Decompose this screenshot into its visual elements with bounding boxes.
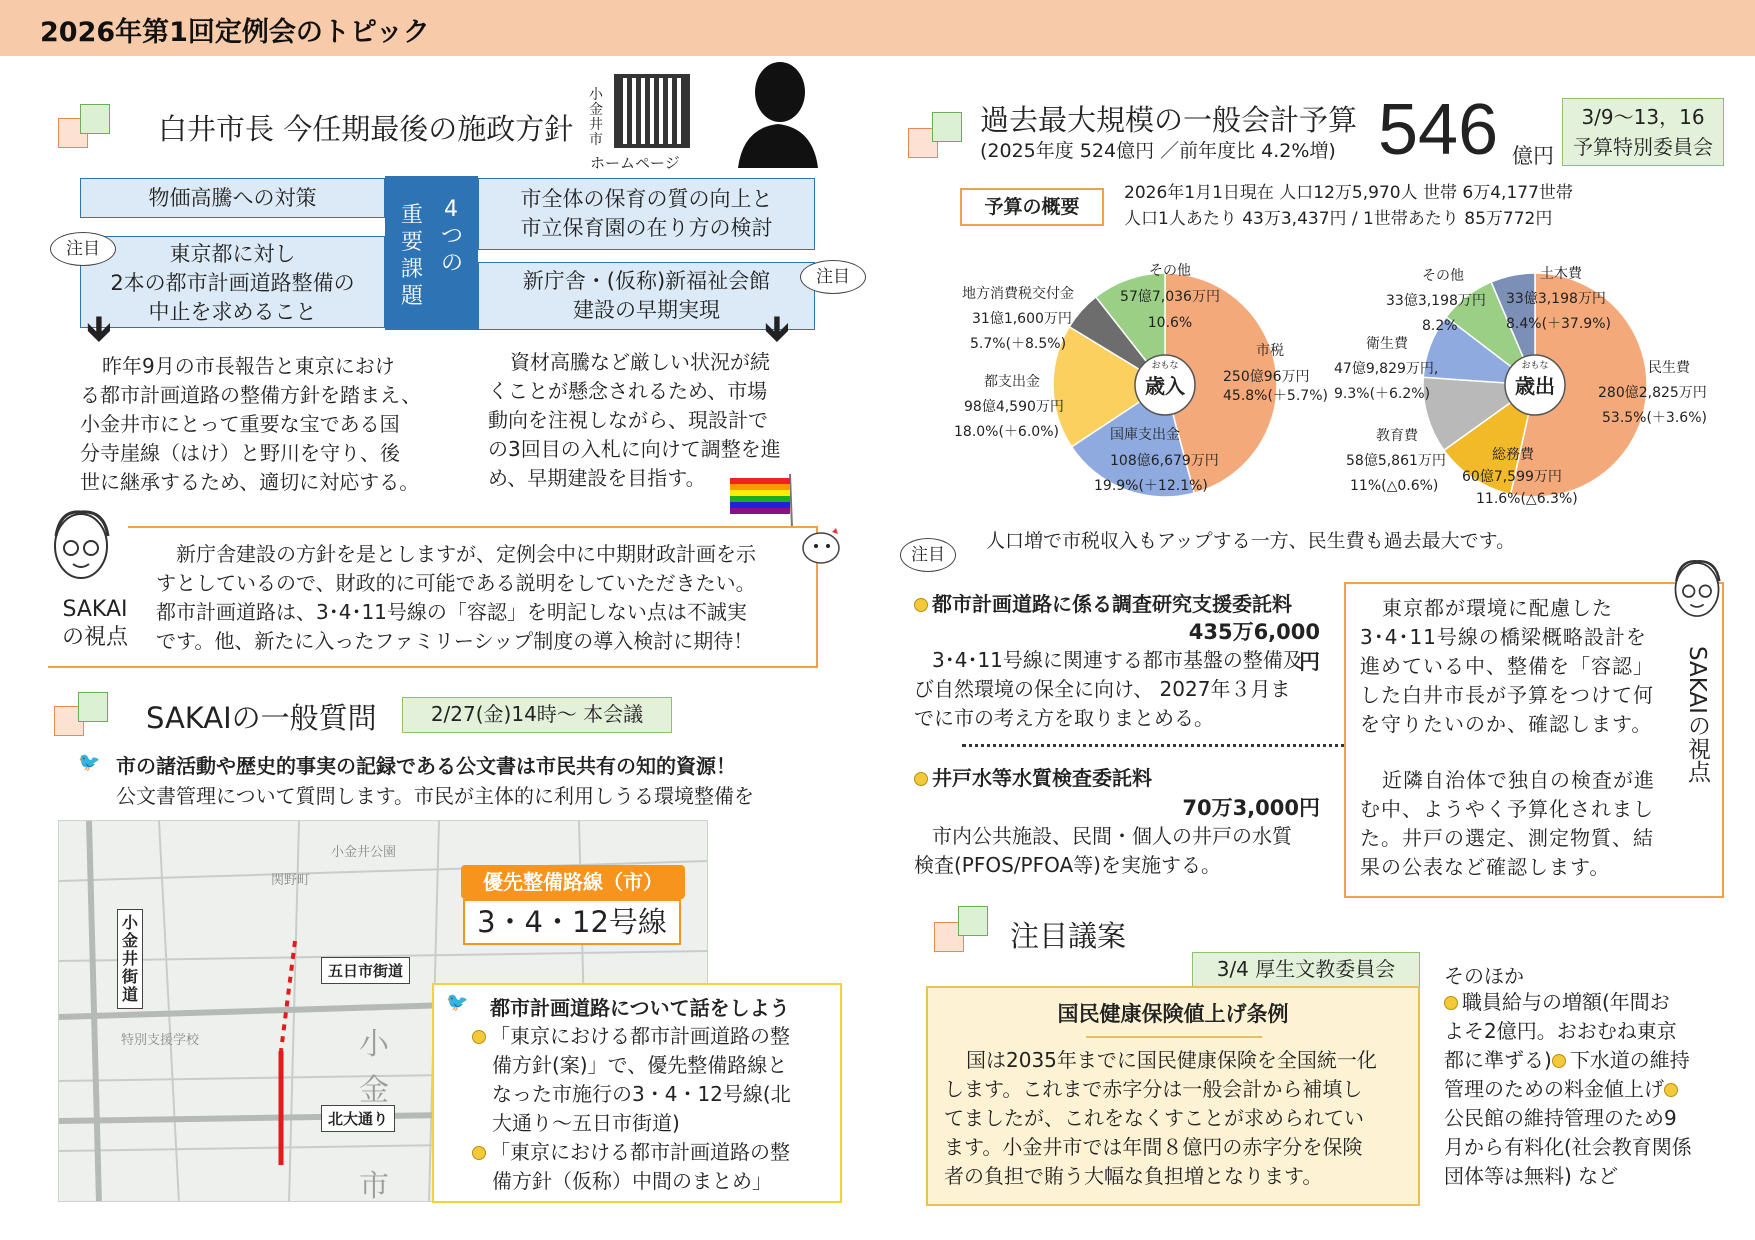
label-line: 58億5,861万円 bbox=[1346, 453, 1446, 469]
item1-amount: 435万6,000円 bbox=[1188, 620, 1320, 674]
qr-caption-vertical: 小金井市 bbox=[589, 87, 603, 148]
issue-roads-line: 東京都に対し bbox=[169, 242, 296, 266]
text-line: 東京都が環境に配慮した bbox=[1382, 596, 1613, 620]
label-line: 18.0%(＋6.0%) bbox=[954, 424, 1059, 440]
text-line: の3回目の入札に向けて調整を進 bbox=[488, 437, 781, 461]
center-char: 要 bbox=[401, 230, 424, 255]
bird-icon: 🐦 bbox=[446, 992, 469, 1013]
city-plan-text bbox=[472, 1022, 832, 1196]
stat-line: 人口1人あたり 43万3,437円 / 1世帯あたり 85万772円 bbox=[1124, 209, 1553, 229]
budget-total: 546 bbox=[1378, 90, 1499, 170]
label-line: 33億3,198万円 bbox=[1506, 291, 1606, 307]
label-line: 市税 bbox=[1256, 343, 1284, 359]
attention-callout: 注目 bbox=[800, 260, 866, 294]
budget-committee-tag bbox=[1562, 98, 1724, 166]
label-line: 250億96万円 bbox=[1223, 369, 1310, 385]
route-tag: 優先整備路線（市） bbox=[461, 865, 685, 899]
text-line: ます。小金井市では年間８億円の赤字分を保険 bbox=[944, 1135, 1363, 1159]
question-point: 市の諸活動や歴史的事実の記録である公文書は市民共有の知的資源！ bbox=[116, 754, 736, 778]
bullet-icon bbox=[914, 772, 928, 786]
issue-childcare-line: 市立保育園の在り方の検討 bbox=[520, 216, 773, 240]
bills-heading: 注目議案 bbox=[1010, 919, 1127, 953]
stat-line: 2026年1月1日現在 人口12万5,970人 世帯 6万4,177世帯 bbox=[1124, 183, 1573, 203]
text-line: 果の公表など確認します。 bbox=[1360, 855, 1611, 879]
bullet-icon bbox=[1664, 1083, 1678, 1097]
text-line: 「東京における都市計画道路の整 bbox=[490, 1140, 790, 1164]
budget-sub: (2025年度 524億円 ／前年度比 4.2%増) bbox=[980, 140, 1336, 162]
label-line: 10.6% bbox=[1147, 315, 1193, 331]
bird-icon: 🐦 bbox=[78, 752, 101, 773]
road-label-itsukaichi: 五日市街道 bbox=[321, 957, 410, 984]
map-area-char: 市 bbox=[359, 1169, 389, 1202]
text-line: 備方針（仮称）中間のまとめ」 bbox=[492, 1169, 772, 1193]
sakai2-text-2 bbox=[1360, 766, 1660, 882]
label-line: 総務費 bbox=[1492, 447, 1534, 463]
text-line: 者の負担で賄う大幅な負担増となります。 bbox=[944, 1164, 1323, 1188]
qr-code-icon[interactable] bbox=[614, 74, 690, 148]
rainbow-flag-icon bbox=[726, 472, 794, 528]
issue-building-line: 建設の早期実現 bbox=[573, 298, 720, 322]
attention-callout: 注目 bbox=[900, 538, 956, 572]
label-line: 57億7,036万円 bbox=[1120, 289, 1220, 305]
bills-box-title: 国民健康保険値上げ条例 bbox=[1057, 1002, 1289, 1026]
issue-childcare bbox=[478, 178, 815, 250]
pie-label-general bbox=[1462, 444, 1578, 510]
label-line: 108億6,679万円 bbox=[1110, 453, 1219, 469]
item1-text bbox=[914, 646, 1324, 733]
others-heading: そのほか bbox=[1444, 964, 1524, 988]
item-title-text: 都市計画道路に係る調査研究支援委託料 bbox=[932, 592, 1292, 616]
bullet-icon bbox=[914, 598, 928, 612]
text-line: よそ2億円。おおむね東京 bbox=[1444, 1019, 1677, 1043]
item-title-text: 井戸水等水質検査委託料 bbox=[932, 766, 1152, 790]
label-line: 9.3%(＋6.2%) bbox=[1334, 386, 1431, 402]
center-char: 題 bbox=[401, 284, 424, 309]
label-line: 8.4%(＋37.9%) bbox=[1506, 316, 1611, 332]
text-line: 下水道の維持 bbox=[1569, 1048, 1690, 1072]
label-line: 19.9%(＋12.1%) bbox=[1094, 478, 1208, 494]
issue-childcare-line: 市全体の保育の質の向上と bbox=[520, 187, 773, 211]
expenditure-center-title: 歳出 bbox=[1515, 374, 1555, 398]
bullet-icon bbox=[472, 1030, 486, 1044]
text-line: です。他、新たに入ったファミリーシップ制度の導入検討に期待！ bbox=[156, 629, 754, 653]
text-line: 昨年9月の市長報告と東京におけ bbox=[102, 354, 395, 378]
text-line: 検査(PFOS/PFOA等)を実施する。 bbox=[914, 853, 1221, 877]
label-line: 8.2% bbox=[1422, 318, 1458, 334]
page-title: 2026年第1回定例会のトピック bbox=[40, 17, 430, 48]
text-line: 公民館の維持管理のため9 bbox=[1444, 1106, 1677, 1130]
text-line: します。これまで赤字分は一般会計から補填し bbox=[944, 1077, 1363, 1101]
text-line: を守りたいのか、確認します。 bbox=[1360, 712, 1653, 736]
text-line: 大通り～五日市街道) bbox=[492, 1111, 680, 1135]
text-line: てましたが、これをなくすことが求められてい bbox=[944, 1106, 1364, 1130]
text-line: 備方針(案)」で、優先整備路線と bbox=[492, 1053, 788, 1077]
text-line: でに市の考え方を取りまとめる。 bbox=[914, 706, 1214, 730]
label-line: 47億9,829万円, bbox=[1334, 361, 1439, 377]
center-char: つ bbox=[441, 224, 464, 249]
label-line: 98億4,590万円 bbox=[964, 399, 1064, 415]
down-arrow-icon: 🡻 bbox=[86, 309, 112, 350]
text-line: くことが懸念されるため、市場 bbox=[488, 379, 768, 403]
text-line: 3･4･11号線に関連する都市基盤の整備及 bbox=[932, 648, 1303, 672]
item2-title bbox=[914, 762, 1152, 791]
text-line: 団体等は無料) など bbox=[1444, 1164, 1619, 1188]
divider bbox=[48, 666, 818, 668]
bullet-icon bbox=[1444, 996, 1458, 1010]
label-line: 民生費 bbox=[1648, 360, 1690, 376]
label-line: SAKAI bbox=[62, 597, 128, 622]
issue-building-line: 新庁舎・(仮称)新福祉会館 bbox=[522, 269, 771, 293]
committee-line: 3/9～13，16 bbox=[1581, 105, 1705, 129]
text-line: 都に準ずる) bbox=[1444, 1048, 1552, 1072]
text-line: 進めている中、整備を「容認」 bbox=[1360, 654, 1654, 678]
pie-label-tax-values bbox=[1223, 368, 1328, 406]
text-line: 国は2035年までに国民健康保険を全国統一化 bbox=[966, 1048, 1377, 1072]
heading-square-icon bbox=[958, 906, 988, 936]
center-char: の bbox=[441, 251, 464, 276]
bills-box-text bbox=[944, 1046, 1414, 1191]
city-plan-title: 都市計画道路について話をしよう bbox=[490, 996, 790, 1020]
label-line: 5.7%(＋8.5%) bbox=[970, 336, 1067, 352]
budget-unit: 億円 bbox=[1512, 144, 1554, 168]
label-line: 教育費 bbox=[1376, 428, 1418, 444]
pie-label-other bbox=[1102, 258, 1238, 336]
label-line: その他 bbox=[1149, 263, 1191, 279]
label-line: 国庫支出金 bbox=[1110, 427, 1180, 443]
label-line: 11.6%(△6.3%) bbox=[1476, 491, 1578, 507]
text-line: 「東京における都市計画道路の整 bbox=[490, 1024, 790, 1048]
committee-line: 予算特別委員会 bbox=[1573, 135, 1713, 159]
road-label-koganei: 小金井街道 bbox=[117, 909, 143, 1009]
question-date-tag: 2/27(金)14時～ 本会議 bbox=[402, 697, 672, 733]
issue-roads-line: 2本の都市計画道路整備の bbox=[110, 271, 355, 295]
label-line: 31億1,600万円 bbox=[972, 311, 1072, 327]
item1-title bbox=[914, 588, 1292, 617]
sakai2-text-1 bbox=[1360, 594, 1660, 739]
label-line: の視点 bbox=[62, 625, 129, 650]
center-char: 重 bbox=[401, 203, 424, 228]
text-line: 小金井市にとって重要な宝である国 bbox=[80, 412, 400, 436]
route-name: 3・4・12号線 bbox=[463, 899, 681, 945]
center-char: 4 bbox=[444, 197, 458, 222]
text-line: び自然環境の保全に向け、 2027年３月ま bbox=[914, 677, 1291, 701]
map-label-area: 関野町 bbox=[271, 873, 311, 888]
pie-label-consumption bbox=[962, 282, 1074, 357]
issue-inflation: 物価高騰への対策 bbox=[80, 178, 385, 218]
item2-amount: 70万3,000円 bbox=[1182, 796, 1320, 820]
map-label-park: 小金井公園 bbox=[331, 845, 397, 860]
qr-caption: ホームページ bbox=[590, 154, 680, 172]
pie-label-education bbox=[1346, 424, 1446, 499]
policy-left-text bbox=[80, 352, 440, 497]
label-line: 53.5%(＋3.6%) bbox=[1602, 410, 1707, 426]
sakai-viewpoint-text bbox=[156, 540, 806, 656]
text-line: 市内公共施設、民間・個人の井戸の水質 bbox=[932, 824, 1292, 848]
pie-label-health bbox=[1334, 332, 1438, 407]
map-area-char: 小 bbox=[359, 1027, 389, 1062]
question-heading: SAKAIの一般質問 bbox=[146, 701, 377, 735]
heading-square-icon bbox=[78, 692, 108, 722]
label-line: その他 bbox=[1422, 268, 1464, 284]
attention-callout: 注目 bbox=[50, 232, 116, 266]
text-line: む中、ようやく予算化されまし bbox=[1360, 797, 1654, 821]
pie-label-civil bbox=[1506, 262, 1611, 337]
text-line: 都市計画道路は、3･4･11号線の「容認」を明記しない点は不誠実 bbox=[156, 600, 747, 624]
bills-committee-tag: 3/4 厚生文教委員会 bbox=[1192, 952, 1420, 988]
text-line: る都市計画道路の整備方針を踏まえ、 bbox=[80, 383, 422, 407]
expenditure-center-sub: おもな bbox=[1521, 361, 1549, 371]
mayor-silhouette-icon bbox=[738, 58, 818, 168]
label-line: 都支出金 bbox=[984, 374, 1040, 390]
item2-text bbox=[914, 822, 1324, 880]
text-line: 資材高騰など厳しい状況が続 bbox=[510, 350, 770, 374]
label-line: 地方消費税交付金 bbox=[962, 286, 1074, 302]
sakai-viewpoint-label bbox=[62, 596, 128, 652]
road-label-kita: 北大通り bbox=[321, 1105, 395, 1132]
text-line: 世に継承するため、適切に対応する。 bbox=[80, 470, 420, 494]
label-line: 33億3,198万円 bbox=[1386, 293, 1486, 309]
down-arrow-icon: 🡻 bbox=[764, 309, 790, 350]
label-line: 45.8%(＋5.7%) bbox=[1223, 388, 1328, 404]
pie-label-metro bbox=[954, 370, 1064, 445]
budget-footer: 人口増で市税収入もアップする一方、民生費も過去最大です。 bbox=[986, 530, 1516, 552]
sakai-face-icon bbox=[1668, 556, 1726, 628]
sakai-face-icon bbox=[46, 506, 116, 592]
center-label-col2 bbox=[401, 202, 424, 310]
text-line: した白井市長が予算をつけて何 bbox=[1360, 683, 1654, 707]
heading-square-icon bbox=[932, 112, 962, 142]
text-line: 動向を注視しながら、現設計で bbox=[488, 408, 768, 432]
text-line: 3･4･11号線の橋梁概略設計を bbox=[1360, 625, 1647, 649]
center-char: 課 bbox=[401, 257, 424, 282]
text-line: すとしているので、財政的に可能である説明をしていただきたい。 bbox=[156, 571, 756, 595]
pie-label-welfare bbox=[1598, 356, 1707, 431]
map-area-char: 金 bbox=[359, 1073, 389, 1108]
revenue-center-sub: おもな bbox=[1151, 361, 1179, 371]
budget-stats bbox=[1124, 180, 1573, 232]
issue-roads bbox=[80, 236, 385, 328]
map-label-school: 特別支援学校 bbox=[121, 1033, 200, 1048]
label-line: 11%(△0.6%) bbox=[1350, 478, 1439, 494]
issue-roads-line: 中止を求めること bbox=[148, 300, 317, 324]
label-line: 280億2,825万円 bbox=[1598, 385, 1707, 401]
question-sub: 公文書管理について質問します。市民が主体的に利用しうる環境整備を bbox=[116, 784, 754, 808]
pie-label-tax bbox=[1256, 342, 1284, 361]
label-line: 衛生費 bbox=[1366, 336, 1408, 352]
text-line: 近隣自治体で独自の検査が進 bbox=[1382, 768, 1655, 792]
text-line: 職員給与の増額(年間お bbox=[1462, 990, 1670, 1014]
text-line: 分寺崖線（はけ）と野川を守り、後 bbox=[80, 441, 400, 465]
pie-label-national bbox=[1110, 426, 1180, 445]
pie-label-national-values bbox=[1094, 452, 1219, 496]
center-label-col1 bbox=[441, 196, 464, 277]
pie-label-other-exp bbox=[1386, 264, 1486, 339]
sakai-viewpoint-label-2: SAKAIの視点 bbox=[1684, 646, 1710, 783]
text-line: 新庁舎建設の方針を是としますが、定例会中に中期財政計画を示 bbox=[176, 542, 756, 566]
budget-summary-label: 予算の概要 bbox=[960, 188, 1104, 226]
text-line: なった市施行の3・4・12号線(北 bbox=[492, 1082, 791, 1106]
bullet-icon bbox=[1552, 1054, 1566, 1068]
others-text bbox=[1444, 988, 1724, 1191]
label-line: 60億7,599万円 bbox=[1462, 469, 1562, 485]
label-line: 土木費 bbox=[1540, 266, 1582, 282]
center-label-box bbox=[385, 176, 478, 330]
text-line: 管理のための料金値上げ bbox=[1444, 1077, 1664, 1101]
bullet-icon bbox=[472, 1146, 486, 1160]
revenue-center-title: 歳入 bbox=[1145, 374, 1185, 398]
policy-heading: 白井市長 今任期最後の施政方針 bbox=[158, 112, 574, 146]
title-underline bbox=[1086, 1036, 1262, 1038]
text-line: た。井戸の選定、測定物質、結 bbox=[1360, 826, 1654, 850]
text-line: 月から有料化(社会教育関係 bbox=[1444, 1135, 1692, 1159]
text-line: め、早期建設を目指す。 bbox=[488, 466, 706, 490]
budget-heading: 過去最大規模の一般会計予算 bbox=[980, 103, 1358, 137]
heading-square-icon bbox=[80, 104, 110, 134]
